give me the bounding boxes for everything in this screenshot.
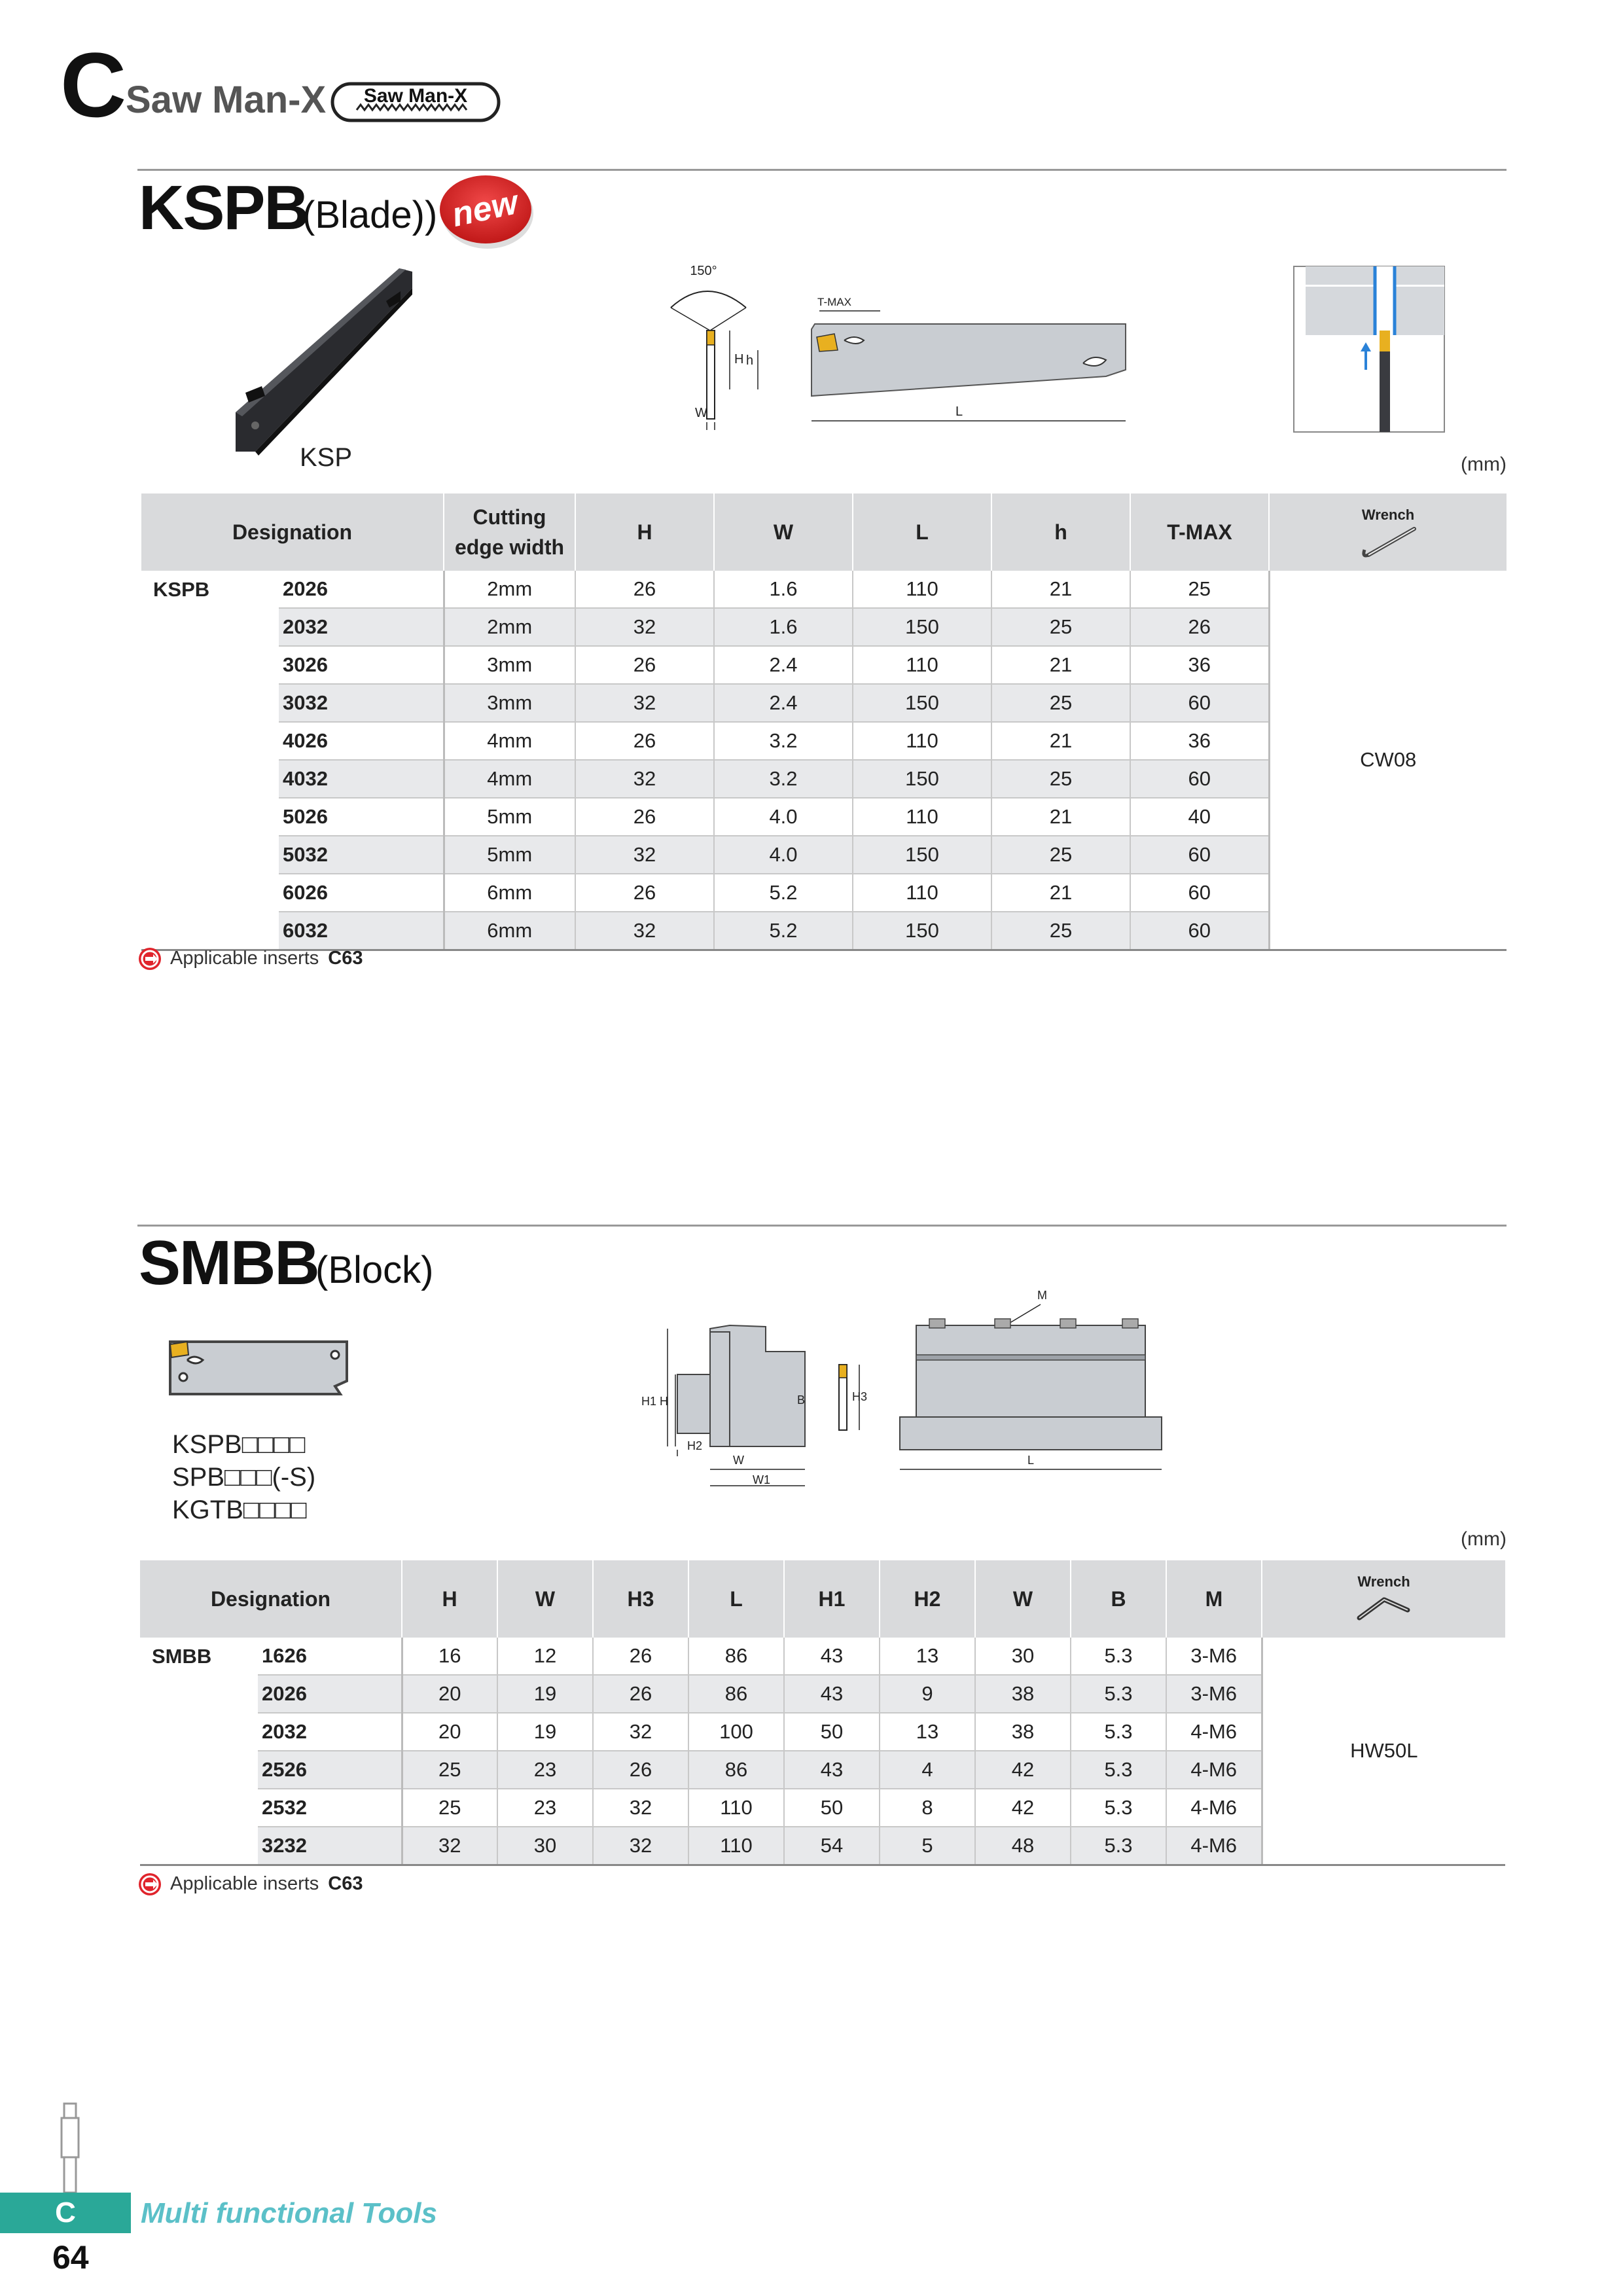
cell-H1: 43 bbox=[784, 1675, 880, 1713]
cell-h: 21 bbox=[991, 646, 1130, 684]
cell-M: 3-M6 bbox=[1166, 1638, 1262, 1675]
cell-H2: 5 bbox=[880, 1827, 975, 1865]
footer-title: Multi functional Tools bbox=[141, 2197, 437, 2229]
cell-H1: 43 bbox=[784, 1751, 880, 1789]
cell-width: 2mm bbox=[444, 608, 575, 646]
cell-L: 150 bbox=[853, 760, 991, 798]
smbb-header-H1: H1 bbox=[784, 1560, 880, 1638]
dim-h: h bbox=[746, 353, 754, 368]
cell-L: 110 bbox=[853, 646, 991, 684]
cell-H3: 32 bbox=[593, 1713, 688, 1751]
cell-W: 23 bbox=[497, 1789, 593, 1827]
table-cell-blank bbox=[141, 912, 279, 950]
smbb-applicable-label: Applicable inserts bbox=[170, 1873, 319, 1894]
cell-L: 150 bbox=[853, 684, 991, 722]
kspb-application-drawing bbox=[1293, 265, 1450, 435]
cell-W: 5.2 bbox=[714, 912, 853, 950]
designation-code: 4026 bbox=[279, 722, 444, 760]
smbb-header-W: W bbox=[497, 1560, 593, 1638]
cell-H3: 26 bbox=[593, 1751, 688, 1789]
cell-H: 26 bbox=[575, 646, 714, 684]
cell-W: 3.2 bbox=[714, 760, 853, 798]
cell-L: 110 bbox=[853, 571, 991, 608]
smbb-header-H: H bbox=[402, 1560, 497, 1638]
cell-tmax: 26 bbox=[1130, 608, 1269, 646]
header-rule bbox=[137, 169, 1507, 171]
cell-B: 5.3 bbox=[1071, 1675, 1166, 1713]
cell-tmax: 60 bbox=[1130, 684, 1269, 722]
table-cell-blank bbox=[140, 1789, 258, 1827]
smbb-caption-1: KSPB□□□□ bbox=[172, 1430, 306, 1459]
cell-H2: 4 bbox=[880, 1751, 975, 1789]
cell-L: 110 bbox=[688, 1827, 784, 1865]
cell-h: 25 bbox=[991, 608, 1130, 646]
smbb-header-L: L bbox=[688, 1560, 784, 1638]
designation-code: 2026 bbox=[258, 1675, 402, 1713]
cell-L: 100 bbox=[688, 1713, 784, 1751]
designation-code: 4032 bbox=[279, 760, 444, 798]
cell-H: 25 bbox=[402, 1789, 497, 1827]
designation-code: 6032 bbox=[279, 912, 444, 950]
cell-W2: 38 bbox=[975, 1713, 1071, 1751]
cell-B: 5.3 bbox=[1071, 1713, 1166, 1751]
series-badge bbox=[330, 81, 501, 124]
cell-L: 110 bbox=[853, 722, 991, 760]
cell-L: 86 bbox=[688, 1638, 784, 1675]
table-row bbox=[141, 571, 1507, 608]
cell-M: 4-M6 bbox=[1166, 1827, 1262, 1865]
smbb-dim-H3: H3 bbox=[852, 1390, 868, 1403]
arrow-circle-icon bbox=[139, 948, 161, 970]
table-cell-blank bbox=[140, 1827, 258, 1865]
cell-W2: 38 bbox=[975, 1675, 1071, 1713]
smbb-dim-B: B bbox=[797, 1393, 806, 1407]
cell-W: 1.6 bbox=[714, 608, 853, 646]
smbb-caption-2: SPB□□□(-S) bbox=[172, 1463, 316, 1492]
smbb-table bbox=[140, 1560, 1505, 1866]
cell-L: 150 bbox=[853, 608, 991, 646]
cell-H: 32 bbox=[575, 836, 714, 874]
cell-B: 5.3 bbox=[1071, 1751, 1166, 1789]
section-letter: C bbox=[60, 33, 127, 136]
kspb-header-wrench bbox=[1269, 493, 1507, 571]
table-cell-blank bbox=[140, 1751, 258, 1789]
smbb-header-W2: W bbox=[975, 1560, 1071, 1638]
smbb-header-wrench bbox=[1262, 1560, 1505, 1638]
new-badge-text: new bbox=[448, 183, 522, 234]
cell-W: 5.2 bbox=[714, 874, 853, 912]
table-cell-blank bbox=[140, 1713, 258, 1751]
cell-B: 5.3 bbox=[1071, 1638, 1166, 1675]
cell-W2: 42 bbox=[975, 1789, 1071, 1827]
cell-L: 110 bbox=[688, 1789, 784, 1827]
cell-tmax: 60 bbox=[1130, 836, 1269, 874]
cell-L: 150 bbox=[853, 912, 991, 950]
designation-code: 2532 bbox=[258, 1789, 402, 1827]
cell-W: 1.6 bbox=[714, 571, 853, 608]
cell-L: 150 bbox=[853, 836, 991, 874]
series-badge-text: Saw Man-X bbox=[363, 85, 468, 107]
footer-section-tab[interactable]: C bbox=[0, 2193, 131, 2233]
cell-width: 5mm bbox=[444, 836, 575, 874]
cell-tmax: 25 bbox=[1130, 571, 1269, 608]
designation-code: 2032 bbox=[258, 1713, 402, 1751]
smbb-header-designation: Designation bbox=[140, 1560, 402, 1638]
kspb-table bbox=[141, 493, 1507, 951]
kspb-header-cutting-1: Cutting bbox=[473, 505, 546, 529]
cell-L: 86 bbox=[688, 1751, 784, 1789]
cell-tmax: 60 bbox=[1130, 874, 1269, 912]
cell-M: 4-M6 bbox=[1166, 1751, 1262, 1789]
table-cell-blank bbox=[141, 684, 279, 722]
cell-tmax: 60 bbox=[1130, 760, 1269, 798]
kspb-header-cutting bbox=[444, 493, 575, 571]
designation-code: 3026 bbox=[279, 646, 444, 684]
cell-L: 86 bbox=[688, 1675, 784, 1713]
wrench-icon bbox=[1355, 524, 1421, 563]
cell-width: 4mm bbox=[444, 760, 575, 798]
cell-L: 110 bbox=[853, 798, 991, 836]
smbb-dim-M: M bbox=[1037, 1289, 1047, 1302]
cell-h: 25 bbox=[991, 836, 1130, 874]
dim-tmax: T-MAX bbox=[817, 296, 851, 308]
table-cell-blank bbox=[141, 760, 279, 798]
kspb-header-h: h bbox=[991, 493, 1130, 571]
table-cell-blank bbox=[141, 798, 279, 836]
dim-H: H bbox=[734, 352, 744, 367]
arrow-circle-icon bbox=[139, 1873, 161, 1895]
cell-h: 21 bbox=[991, 798, 1130, 836]
kspb-subtitle: (Blade)) bbox=[302, 194, 438, 236]
table-cell-blank bbox=[140, 1675, 258, 1713]
cell-H: 25 bbox=[402, 1751, 497, 1789]
cell-H: 32 bbox=[575, 684, 714, 722]
kspb-header-W: W bbox=[714, 493, 853, 571]
smbb-family: SMBB bbox=[140, 1638, 258, 1675]
cell-M: 3-M6 bbox=[1166, 1675, 1262, 1713]
kspb-applicable-label: Applicable inserts bbox=[170, 948, 319, 969]
dim-W: W bbox=[695, 406, 707, 420]
kspb-header-L: L bbox=[853, 493, 991, 571]
smbb-caption-3: KGTB□□□□ bbox=[172, 1496, 307, 1524]
dim-angle: 150° bbox=[690, 264, 717, 278]
table-cell-blank bbox=[141, 608, 279, 646]
kspb-blade-image bbox=[229, 262, 419, 458]
designation-code: 1626 bbox=[258, 1638, 402, 1675]
cell-W: 3.2 bbox=[714, 722, 853, 760]
cell-h: 21 bbox=[991, 722, 1130, 760]
cell-W: 12 bbox=[497, 1638, 593, 1675]
cell-W: 19 bbox=[497, 1713, 593, 1751]
cell-W2: 30 bbox=[975, 1638, 1071, 1675]
table-cell-blank bbox=[141, 874, 279, 912]
kspb-applicable-ref[interactable]: C63 bbox=[328, 948, 363, 969]
cell-H3: 32 bbox=[593, 1789, 688, 1827]
cell-H: 26 bbox=[575, 798, 714, 836]
series-title: Saw Man-X bbox=[126, 79, 327, 121]
smbb-header-H2: H2 bbox=[880, 1560, 975, 1638]
cell-H: 16 bbox=[402, 1638, 497, 1675]
smbb-dim-W1: W1 bbox=[753, 1473, 770, 1486]
hex-key-icon bbox=[1351, 1590, 1417, 1630]
smbb-rule bbox=[137, 1225, 1507, 1227]
kspb-unit: (mm) bbox=[1461, 454, 1507, 475]
cell-H2: 13 bbox=[880, 1713, 975, 1751]
kspb-family: KSPB bbox=[141, 571, 279, 608]
kspb-wrench-value: CW08 bbox=[1269, 571, 1507, 950]
cell-M: 4-M6 bbox=[1166, 1789, 1262, 1827]
kspb-header-tmax: T-MAX bbox=[1130, 493, 1269, 571]
designation-code: 3032 bbox=[279, 684, 444, 722]
cell-H: 20 bbox=[402, 1675, 497, 1713]
smbb-title: SMBB bbox=[139, 1228, 319, 1298]
cell-h: 25 bbox=[991, 760, 1130, 798]
cell-h: 21 bbox=[991, 874, 1130, 912]
smbb-dim-H2: H2 bbox=[687, 1439, 703, 1452]
cell-H: 32 bbox=[402, 1827, 497, 1865]
cell-tmax: 36 bbox=[1130, 646, 1269, 684]
smbb-subtitle: (Block) bbox=[315, 1249, 434, 1291]
cell-width: 6mm bbox=[444, 912, 575, 950]
kspb-dimension-drawing bbox=[648, 259, 1132, 435]
cell-B: 5.3 bbox=[1071, 1789, 1166, 1827]
designation-code: 3232 bbox=[258, 1827, 402, 1865]
smbb-blade-image bbox=[164, 1335, 353, 1397]
designation-code: 2032 bbox=[279, 608, 444, 646]
cell-width: 2mm bbox=[444, 571, 575, 608]
cell-W: 2.4 bbox=[714, 684, 853, 722]
cell-H2: 8 bbox=[880, 1789, 975, 1827]
cell-H: 32 bbox=[575, 760, 714, 798]
cell-H: 32 bbox=[575, 608, 714, 646]
kspb-header-cutting-2: edge width bbox=[454, 535, 565, 559]
designation-code: 2026 bbox=[279, 571, 444, 608]
cell-B: 5.3 bbox=[1071, 1827, 1166, 1865]
smbb-header-M: M bbox=[1166, 1560, 1262, 1638]
kspb-header-wrench-label: Wrench bbox=[1361, 507, 1415, 523]
smbb-unit: (mm) bbox=[1461, 1528, 1507, 1550]
cell-H2: 13 bbox=[880, 1638, 975, 1675]
designation-code: 5026 bbox=[279, 798, 444, 836]
cell-M: 4-M6 bbox=[1166, 1713, 1262, 1751]
cell-W: 2.4 bbox=[714, 646, 853, 684]
smbb-dimension-drawing bbox=[641, 1286, 1165, 1502]
kspb-header-H: H bbox=[575, 493, 714, 571]
designation-code: 2526 bbox=[258, 1751, 402, 1789]
new-badge bbox=[438, 170, 537, 255]
cell-W2: 42 bbox=[975, 1751, 1071, 1789]
cell-width: 6mm bbox=[444, 874, 575, 912]
smbb-dim-W: W bbox=[733, 1454, 744, 1467]
cell-H: 26 bbox=[575, 571, 714, 608]
cell-H1: 54 bbox=[784, 1827, 880, 1865]
cell-L: 110 bbox=[853, 874, 991, 912]
cell-W: 30 bbox=[497, 1827, 593, 1865]
smbb-header-B: B bbox=[1071, 1560, 1166, 1638]
cell-H3: 32 bbox=[593, 1827, 688, 1865]
cell-width: 3mm bbox=[444, 646, 575, 684]
cell-H3: 26 bbox=[593, 1675, 688, 1713]
cell-H2: 9 bbox=[880, 1675, 975, 1713]
cell-H: 32 bbox=[575, 912, 714, 950]
cell-width: 3mm bbox=[444, 684, 575, 722]
dim-L: L bbox=[955, 404, 963, 419]
table-cell-blank bbox=[141, 836, 279, 874]
cell-width: 5mm bbox=[444, 798, 575, 836]
designation-code: 5032 bbox=[279, 836, 444, 874]
kspb-title: KSPB bbox=[139, 173, 308, 243]
table-cell-blank bbox=[141, 646, 279, 684]
cell-H: 26 bbox=[575, 874, 714, 912]
designation-code: 6026 bbox=[279, 874, 444, 912]
cell-h: 25 bbox=[991, 684, 1130, 722]
cell-W: 4.0 bbox=[714, 836, 853, 874]
cell-H3: 26 bbox=[593, 1638, 688, 1675]
table-cell-blank bbox=[141, 722, 279, 760]
smbb-dim-H1: H1 bbox=[641, 1395, 657, 1408]
cell-width: 4mm bbox=[444, 722, 575, 760]
smbb-dim-L: L bbox=[1027, 1454, 1035, 1467]
smbb-dim-H: H bbox=[660, 1395, 668, 1408]
cell-H1: 50 bbox=[784, 1713, 880, 1751]
table-row bbox=[140, 1638, 1505, 1675]
cell-W: 19 bbox=[497, 1675, 593, 1713]
cell-W: 23 bbox=[497, 1751, 593, 1789]
smbb-applicable-ref[interactable]: C63 bbox=[328, 1873, 363, 1894]
smbb-wrench-value: HW50L bbox=[1262, 1638, 1505, 1865]
cell-H: 26 bbox=[575, 722, 714, 760]
smbb-applicable-inserts bbox=[139, 1872, 363, 1895]
cell-H1: 50 bbox=[784, 1789, 880, 1827]
smbb-header-H3: H3 bbox=[593, 1560, 688, 1638]
cell-H: 20 bbox=[402, 1713, 497, 1751]
smbb-header-wrench-label: Wrench bbox=[1357, 1573, 1410, 1590]
page-number: 64 bbox=[52, 2239, 89, 2276]
cell-W2: 48 bbox=[975, 1827, 1071, 1865]
cell-h: 21 bbox=[991, 571, 1130, 608]
footer-tool-icon bbox=[55, 2101, 84, 2193]
kspb-applicable-inserts bbox=[139, 946, 363, 970]
cell-tmax: 40 bbox=[1130, 798, 1269, 836]
cell-W: 4.0 bbox=[714, 798, 853, 836]
cell-tmax: 36 bbox=[1130, 722, 1269, 760]
cell-tmax: 60 bbox=[1130, 912, 1269, 950]
kspb-header-designation: Designation bbox=[141, 493, 444, 571]
cell-H1: 43 bbox=[784, 1638, 880, 1675]
cell-h: 25 bbox=[991, 912, 1130, 950]
kspb-product-caption: KSP bbox=[300, 443, 353, 472]
